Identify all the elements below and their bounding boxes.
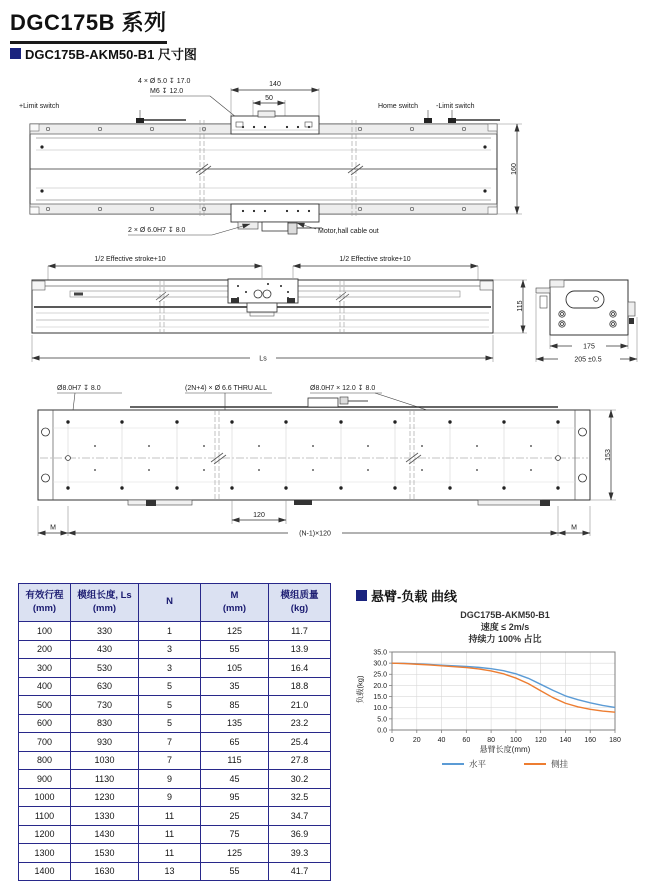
table-cell: 200: [19, 640, 71, 659]
table-cell: 36.9: [269, 825, 331, 844]
x-tick-label: 60: [462, 737, 471, 744]
table-cell: 32.5: [269, 788, 331, 807]
chart-y-axis-label: 负载(kg): [355, 675, 365, 704]
table-cell: 55: [201, 640, 269, 659]
x-tick-label: 40: [437, 737, 446, 744]
dim-label-pin-left: Ø8.0H7 ↧ 8.0: [57, 385, 101, 392]
section-heading-chart: [356, 586, 457, 605]
table-cell: 125: [201, 622, 269, 641]
dim-label-pin-right: Ø8.0H7 × 12.0 ↧ 8.0: [310, 385, 376, 392]
dim-label-stroke-left: 1/2 Effective stroke+10: [94, 256, 166, 263]
page-title: DGC175B 系列: [10, 6, 167, 44]
table-row: [19, 862, 331, 881]
table-cell: 5: [139, 696, 201, 715]
y-tick-label: 15.0: [373, 693, 387, 701]
dim-label-hole-note-2: M6 ↧ 12.0: [150, 88, 184, 95]
table-cell: 95: [201, 788, 269, 807]
table-cell: 800: [19, 751, 71, 770]
section-marker-icon: [356, 590, 367, 601]
dim-label-160: 160: [511, 163, 518, 175]
table-cell: 65: [201, 733, 269, 752]
table-cell: 3: [139, 640, 201, 659]
cantilever-load-chart-plot: [358, 645, 643, 757]
table-cell: 530: [71, 659, 139, 678]
table-cell: 700: [19, 733, 71, 752]
x-tick-label: 180: [609, 737, 621, 744]
table-cell: 16.4: [269, 659, 331, 678]
table-cell: 600: [19, 714, 71, 733]
table-cell: 7: [139, 751, 201, 770]
section-heading-dimensions-label: DGC175B-AKM50-B1 尺寸图: [25, 47, 197, 62]
dim-label-50: 50: [265, 95, 273, 102]
table-cell: 25: [201, 807, 269, 826]
table-cell: 1000: [19, 788, 71, 807]
table-cell: 35: [201, 677, 269, 696]
spec-table-header: [19, 584, 331, 622]
table-cell: 21.0: [269, 696, 331, 715]
col-header-mass: 模组质量 (kg): [269, 584, 331, 622]
legend-item: [442, 758, 486, 770]
table-cell: 3: [139, 659, 201, 678]
dim-label-120: 120: [253, 512, 265, 519]
table-cell: 630: [71, 677, 139, 696]
table-cell: 400: [19, 677, 71, 696]
top-view-drawing: [0, 70, 647, 255]
dim-label-hole-note-1: 4 × Ø 5.0 ↧ 17.0: [138, 78, 191, 85]
end-view: [536, 280, 635, 335]
chart-x-axis-label: 悬臂长度(mm): [479, 745, 531, 754]
legend-line-swatch: [524, 763, 546, 765]
dim-label-175: 175: [583, 343, 595, 351]
table-cell: 25.4: [269, 733, 331, 752]
table-cell: 1400: [19, 862, 71, 881]
table-cell: 1230: [71, 788, 139, 807]
table-cell: 430: [71, 640, 139, 659]
table-row: [19, 640, 331, 659]
dim-label-n-1-x120: (N-1)×120: [299, 530, 331, 538]
dim-label-205: 205 ±0.5: [574, 356, 602, 364]
table-row: [19, 714, 331, 733]
legend-item: [524, 758, 568, 770]
table-cell: 500: [19, 696, 71, 715]
y-tick-label: 25.0: [373, 671, 387, 679]
col-header-length: 模组长度, Ls (mm): [71, 584, 139, 622]
x-tick-label: 80: [487, 737, 496, 744]
table-cell: 85: [201, 696, 269, 715]
x-tick-label: 0: [390, 737, 394, 744]
legend-line-swatch: [442, 763, 464, 765]
side-view-drawing: [0, 250, 647, 375]
chart-subtitle-speed: 速度 ≤ 2m/s: [480, 622, 530, 632]
table-cell: 11.7: [269, 622, 331, 641]
col-header-m: M (mm): [201, 584, 269, 622]
table-cell: 900: [19, 770, 71, 789]
table-row: [19, 751, 331, 770]
legend-label: 水平: [468, 759, 486, 769]
y-tick-label: 0.0: [377, 727, 387, 735]
table-cell: 11: [139, 844, 201, 863]
chart-title: DGC175B-AKM50-B1: [460, 610, 550, 620]
table-cell: 930: [71, 733, 139, 752]
table-cell: 1100: [19, 807, 71, 826]
legend-label: 侧挂: [551, 759, 569, 769]
table-cell: 11: [139, 807, 201, 826]
chart-title-block: [380, 609, 630, 645]
table-cell: 11: [139, 825, 201, 844]
table-cell: 1430: [71, 825, 139, 844]
x-tick-label: 140: [559, 737, 572, 744]
table-cell: 300: [19, 659, 71, 678]
x-tick-label: 20: [412, 737, 421, 744]
dim-label-m-right: M: [571, 524, 577, 532]
y-tick-label: 5.0: [377, 716, 387, 724]
dim-label-140: 140: [269, 81, 281, 88]
section-heading-chart-label: 悬臂-负载 曲线: [371, 589, 457, 604]
table-row: [19, 770, 331, 789]
module-body-bottom-view: [38, 397, 590, 506]
table-cell: 39.3: [269, 844, 331, 863]
table-cell: 13: [139, 862, 201, 881]
table-cell: 105: [201, 659, 269, 678]
dim-label-ls: Ls: [259, 355, 267, 363]
table-cell: 1: [139, 622, 201, 641]
x-tick-label: 100: [510, 737, 522, 744]
dim-label-m-left: M: [50, 524, 56, 532]
table-cell: 1130: [71, 770, 139, 789]
label-home-switch: Home switch: [378, 103, 419, 110]
table-cell: 730: [71, 696, 139, 715]
x-tick-label: 120: [534, 737, 547, 744]
module-body-top-view: [30, 120, 497, 218]
table-cell: 1530: [71, 844, 139, 863]
table-row: [19, 696, 331, 715]
col-header-n: N: [139, 584, 201, 622]
label-minus-limit-switch: -Limit switch: [436, 103, 475, 110]
table-row: [19, 622, 331, 641]
table-row: [19, 659, 331, 678]
col-header-stroke: 有效行程 (mm): [19, 584, 71, 622]
table-cell: 1330: [71, 807, 139, 826]
table-cell: 5: [139, 677, 201, 696]
table-cell: 1630: [71, 862, 139, 881]
table-row: [19, 807, 331, 826]
table-cell: 18.8: [269, 677, 331, 696]
chart-legend: [380, 758, 630, 770]
table-cell: 330: [71, 622, 139, 641]
table-cell: 27.8: [269, 751, 331, 770]
y-tick-label: 35.0: [373, 649, 387, 657]
table-cell: 34.7: [269, 807, 331, 826]
dim-label-stroke-right: 1/2 Effective stroke+10: [339, 256, 411, 263]
section-marker-icon: [10, 48, 21, 59]
dim-label-153: 153: [605, 449, 612, 461]
table-cell: 30.2: [269, 770, 331, 789]
table-cell: 1300: [19, 844, 71, 863]
spec-table: [18, 583, 331, 881]
table-row: [19, 733, 331, 752]
table-row: [19, 825, 331, 844]
table-cell: 1030: [71, 751, 139, 770]
table-cell: 23.2: [269, 714, 331, 733]
table-cell: 45: [201, 770, 269, 789]
table-cell: 41.7: [269, 862, 331, 881]
dim-label-pin-note: 2 × Ø 6.0H7 ↧ 8.0: [128, 227, 186, 234]
table-cell: 1200: [19, 825, 71, 844]
chart-subtitle-duty: 持续力 100% 占比: [468, 634, 542, 644]
table-cell: 100: [19, 622, 71, 641]
label-plus-limit-switch: +Limit switch: [19, 103, 60, 110]
table-cell: 125: [201, 844, 269, 863]
table-row: [19, 677, 331, 696]
table-cell: 115: [201, 751, 269, 770]
table-cell: 13.9: [269, 640, 331, 659]
table-cell: 9: [139, 770, 201, 789]
dim-label-115: 115: [517, 300, 524, 312]
table-cell: 75: [201, 825, 269, 844]
table-cell: 7: [139, 733, 201, 752]
y-tick-label: 20.0: [373, 682, 387, 690]
y-tick-label: 10.0: [373, 705, 387, 713]
label-motor-cable: Motor,hall cable out: [318, 228, 379, 235]
section-heading-dimensions: [10, 44, 197, 63]
bottom-view-drawing: [0, 378, 647, 543]
table-cell: 135: [201, 714, 269, 733]
dim-label-thru-holes: (2N+4) × Ø 6.6 THRU ALL: [185, 385, 267, 392]
spec-table-body: [19, 622, 331, 881]
table-cell: 55: [201, 862, 269, 881]
x-tick-label: 160: [584, 737, 597, 744]
y-tick-label: 30.0: [373, 660, 387, 668]
table-row: [19, 844, 331, 863]
table-cell: 9: [139, 788, 201, 807]
table-cell: 5: [139, 714, 201, 733]
table-row: [19, 788, 331, 807]
table-cell: 830: [71, 714, 139, 733]
